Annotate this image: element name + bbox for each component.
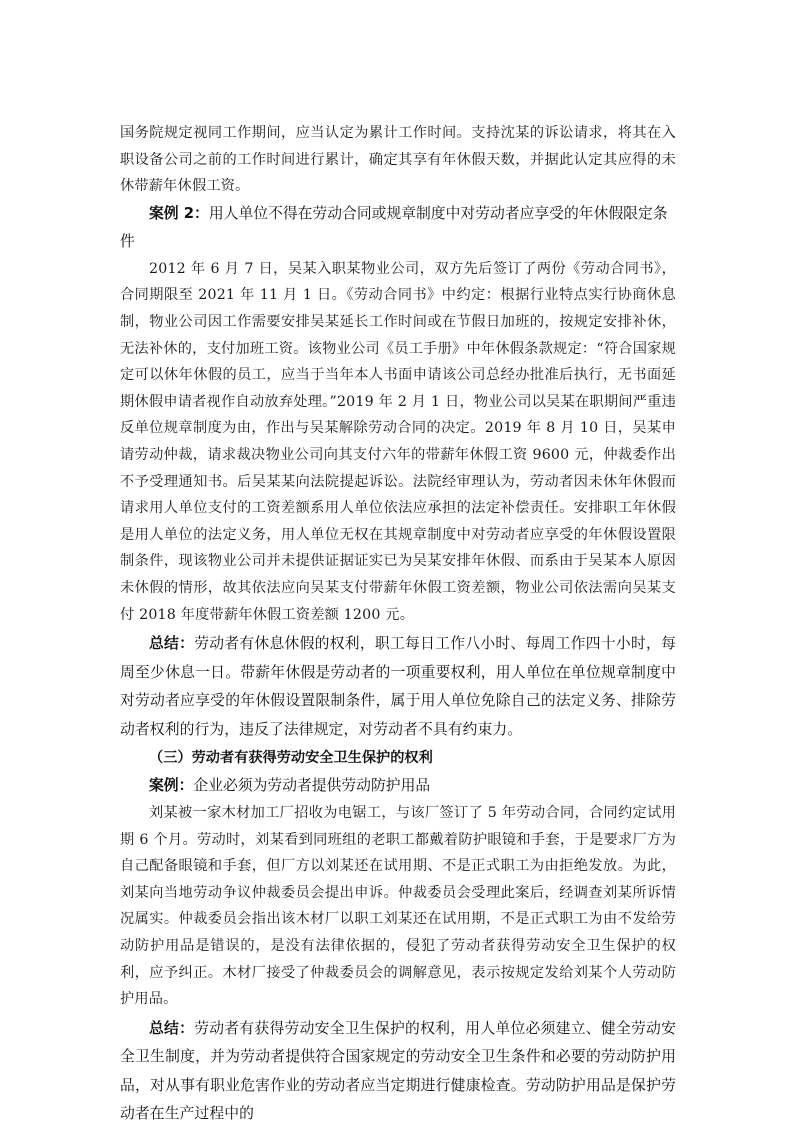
- summary-2-label: 总结：: [149, 1019, 195, 1037]
- case-2-title: [120, 200, 676, 256]
- summary-2-body: 劳动者有获得劳动安全卫生保护的权利，用人单位必须建立、健全劳动安全卫生制度，并为劳动者提供符合国家规定的劳动安全卫生条件和必要的劳动防护用品，对从事有职业危害作业的劳动者应当定期进行健康检查。劳动防护用品是保护劳动者在生产过程中的: [120, 1019, 676, 1123]
- summary-2-paragraph: [120, 1015, 676, 1129]
- summary-1-label: 总结：: [149, 635, 195, 653]
- intro-paragraph: 国务院规定视同工作期间，应当认定为累计工作时间。支持沈某的诉讼请求，将其在入职设备公司之前的工作时间进行累计，确定其享有年休假天数，并据此认定其应得的未休带薪年休假工资。: [120, 125, 676, 195]
- case-3-body: 刘某被一家木材加工厂招收为电锯工，与该厂签订了 5 年劳动合同，合同约定试用期 6 个月。劳动时，刘某看到同班组的老职工都戴着防护眼镜和手套，于是要求厂方为自己配备眼镜和手套，但厂方以刘某还在试用期、不是正式职工为由拒绝发放。为此，刘某向当地劳动争议仲裁委员会提出申诉。仲裁委员会受理此案后，经调查刘某所诉情况属实。仲裁委员会指出该木材厂以职工刘某还在试用期，不是正式职工为由不发给劳动防护用品是错误的，是没有法律依据的，侵犯了劳动者获得劳动安全卫生保护的权利，应予纠正。木材厂接受了仲裁委员会的调解意见，表示按规定发给刘某个人劳动防护用品。: [120, 805, 676, 1008]
- case-2-label: 案例 2：: [149, 204, 209, 222]
- case-2-heading: 用人单位不得在劳动合同或规章制度中对劳动者应享受的年休假限定条件: [120, 204, 668, 250]
- section-3-heading: （三）劳动者有获得劳动安全卫生保护的权利: [149, 750, 433, 767]
- case-3-title: [120, 772, 676, 800]
- summary-1-paragraph: [120, 630, 676, 744]
- case-2-body: 2012 年 6 月 7 日，吴某入职某物业公司，双方先后签订了两份《劳动合同书》，合同期限至 2021 年 11 月 1 日。《劳动合同书》中约定：根据行业特点实行协商休息制，物业公司因工作需要安排吴某延长工作时间或在节假日加班的，按规定安排补休，无法补休的，支付加班工资。该物业公司《员工手册》中年休假条款规定：“符合国家规定可以休年休假的员工，应当于当年本人书面申请该公司总经办批准后执行，无书面延期休假申请者视作自动放弃处理。”2019 年 2 月 1 日，物业公司以吴某在职期间严重违反单位规章制度为由，作出与吴某解除劳动合同的决定。2019 年 8 月 10 日，吴某申请劳动仲裁，请求裁决物业公司向其支付六年的带薪年休假工资 9600 元，仲裁委作出不予受理通知书。后吴某某向法院提起诉讼。法院经审理认为，劳动者因未休年休假而请求用人单位支付的工资差额系用人单位依法应承担的法定补偿责任。安排职工年休假是用人单位的法定义务，用人单位无权在其规章制度中对劳动者应享受的年休假设置限制条件，现该物业公司并未提供证据证实已为吴某安排年休假、而系由于吴某本人原因未休假的情形，故其依法应向吴某支付带薪年休假工资差额，物业公司依法需向吴某支付 2018 年度带薪年休假工资差额 1200 元。: [120, 260, 676, 623]
- summary-1-body: 劳动者有休息休假的权利，职工每日工作八小时、每周工作四十小时，每周至少休息一日。带薪年休假是劳动者的一项重要权利，用人单位在单位规章制度中对劳动者应享受的年休假设置限制条件，属于用人单位免除自己的法定义务、排除劳动者权利的行为，违反了法律规定，对劳动者不具有约束力。: [120, 635, 676, 738]
- case-3-label: 案例：: [149, 777, 194, 795]
- case-3-heading: 企业必须为劳动者提供劳动防护用品: [193, 777, 431, 795]
- page-content: [120, 120, 676, 1129]
